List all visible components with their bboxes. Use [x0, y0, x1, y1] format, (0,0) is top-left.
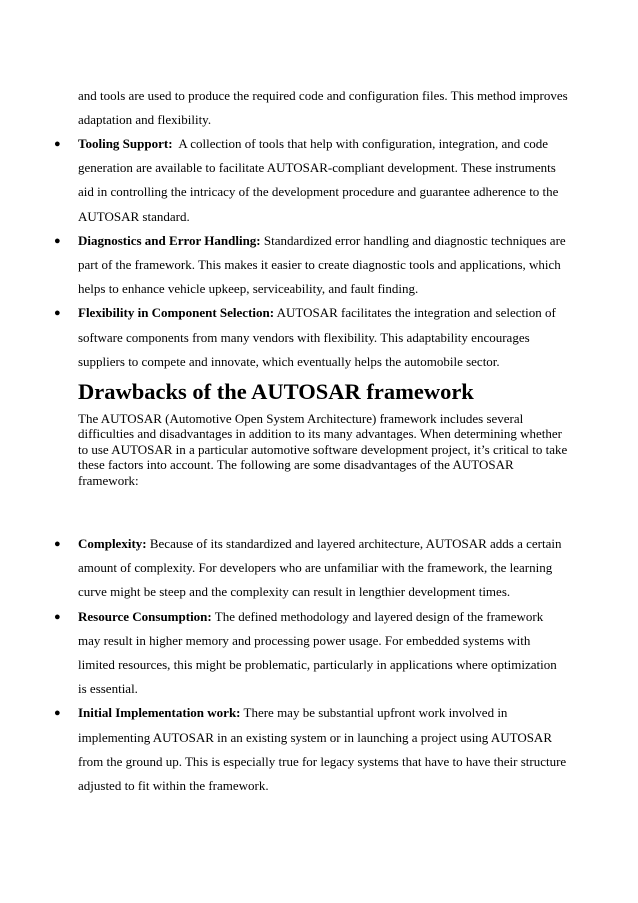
list-item-text: Standardized error handling and diagnostic techniques are part of the framework. This makes it easier to create diagnostic tools and applications, which helps to enhance vehicle upkeep, serviceability, and fault finding. — [78, 232, 566, 297]
bullet-icon: ● — [54, 307, 61, 320]
list-item-text: The defined methodology and layered design of the framework may result in higher memory and processing power usage. For embedded systems with limited resources, this might be problematic, particularly in applications where optimization is essential. — [78, 608, 557, 697]
continuation-paragraph: and tools are used to produce the required code and configuration files. This method improves adaptation and flexibility. — [78, 88, 568, 128]
list-item — [54, 132, 568, 229]
section-heading: Drawbacks of the AUTOSAR framework — [78, 379, 474, 404]
list-item-text: Because of its standardized and layered architecture, AUTOSAR adds a certain amount of complexity. For developers who are unfamiliar with the framework, the learning curve might be steep and the complexity can result in lengthier development times. — [78, 536, 562, 600]
list-item-text: A collection of tools that help with configuration, integration, and code generation are available to facilitate AUTOSAR-compliant development. These instruments aid in controlling the intricacy of the development procedure and guarantee adherence to the AUTOSAR standard. — [78, 136, 561, 224]
list-item-text: There may be substantial upfront work involved in implementing AUTOSAR in an existing system or in launching a project using AUTOSAR from the ground up. This is especially true for legacy systems that have to have their structure adjusted to fit within the framework. — [78, 705, 567, 794]
bullet-icon: ● — [54, 707, 61, 720]
list-item-term: Tooling Support: — [78, 136, 173, 151]
bullet-icon: ● — [54, 538, 61, 550]
bullet-icon: ● — [54, 234, 61, 247]
list-item — [54, 229, 568, 302]
list-item-term: Initial Implementation work: — [78, 705, 241, 721]
list-item-text: AUTOSAR facilitates the integration and selection of software components from many vendors with flexibility. This adaptability encourages suppliers to compete and innovate, which eventually helps the automobile sector. — [78, 305, 556, 369]
bullet-icon: ● — [54, 610, 61, 623]
list-item-term: Diagnostics and Error Handling: — [78, 232, 261, 248]
list-item-term: Flexibility in Component Selection: — [78, 305, 275, 321]
list-item — [54, 605, 568, 702]
drawbacks-list — [54, 532, 568, 798]
bullet-icon: ● — [54, 138, 61, 150]
intro-paragraph: The AUTOSAR (Automotive Open System Architecture) framework includes several difficulties and disadvantages in addition to its many advantages. When determining whether to use AUTOSAR in a particular automotive software development project, it’s critical to take these factors into account. The following are some disadvantages of the AUTOSAR framework: — [78, 411, 568, 488]
list-item — [54, 532, 568, 605]
list-item-term: Complexity: — [78, 536, 147, 551]
list-item-term: Resource Consumption: — [78, 608, 212, 624]
list-item — [54, 701, 568, 798]
list-item — [54, 301, 568, 374]
benefits-list — [54, 132, 568, 374]
